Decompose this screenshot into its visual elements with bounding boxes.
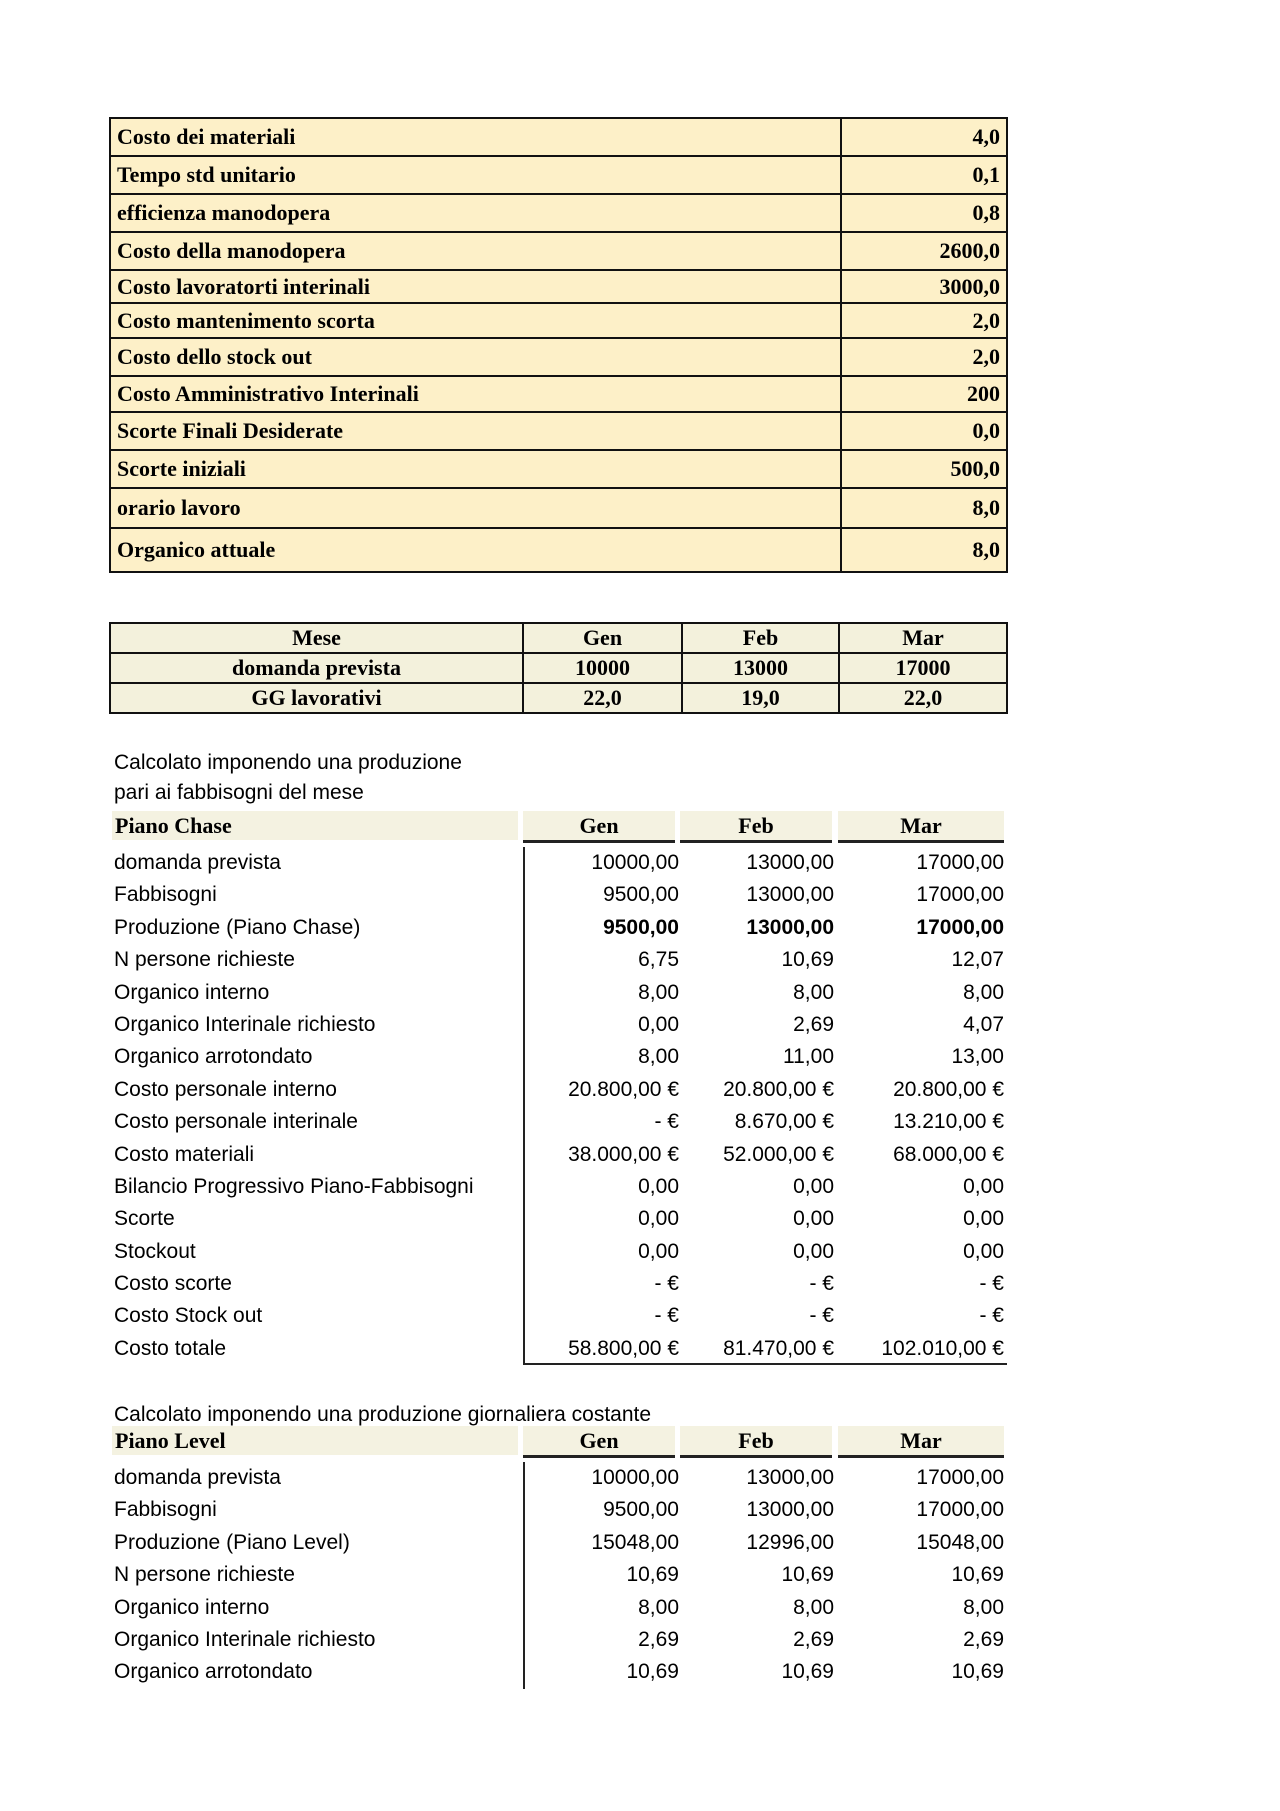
row-value: 10,69 [626, 1660, 679, 1684]
row-value: 15048,00 [591, 1530, 679, 1554]
param-label: Costo dello stock out [110, 338, 841, 376]
level-plan-table [112, 1426, 1007, 1689]
months-cell: 19,0 [682, 683, 839, 713]
row-value: 15048,00 [916, 1530, 1004, 1554]
row-value: 38.000,00 € [568, 1142, 679, 1166]
months-cell: 22,0 [523, 683, 682, 713]
row-value: 13000,00 [746, 915, 834, 939]
row-label: domanda prevista [114, 1466, 281, 1489]
months-row [110, 653, 1007, 683]
row-value: 17000,00 [916, 883, 1004, 907]
row-value: 9500,00 [603, 883, 679, 907]
row-label: N persone richieste [114, 948, 295, 972]
row-value: 20.800,00 € [723, 1077, 834, 1101]
row-value: 8,00 [963, 1595, 1004, 1619]
table-row [112, 912, 1007, 944]
table-row [112, 1333, 1007, 1365]
level-note-line: Calcolato imponendo una produzione giornaliera costante [114, 1403, 652, 1426]
row-value: 0,00 [963, 1174, 1004, 1198]
months-header-cell: Mar [839, 623, 1007, 653]
row-label: Stockout [114, 1239, 196, 1263]
row-value: 81.470,00 € [723, 1336, 834, 1360]
table-row [112, 1268, 1007, 1300]
param-value: 8,0 [841, 528, 1007, 572]
table-row [112, 1106, 1007, 1138]
param-label: efficienza manodopera [110, 194, 841, 232]
row-value: 0,00 [638, 1012, 679, 1036]
row-label: Organico Interinale richiesto [114, 1012, 376, 1036]
table-row [112, 1203, 1007, 1235]
param-row [110, 528, 1007, 572]
row-value: 0,00 [793, 1174, 834, 1198]
param-row [110, 270, 1007, 303]
table-row [112, 1236, 1007, 1268]
row-value: 8,00 [638, 1595, 679, 1619]
table-row [112, 1559, 1007, 1591]
chase-col-header: Feb [680, 811, 832, 843]
table-row [112, 879, 1007, 911]
months-cell: 22,0 [839, 683, 1007, 713]
row-value: - € [654, 1304, 679, 1328]
row-value: 17000,00 [916, 1466, 1004, 1489]
param-label: Costo Amministrativo Interinali [110, 376, 841, 412]
row-label: Produzione (Piano Level) [114, 1530, 350, 1554]
row-value: 17000,00 [916, 1498, 1004, 1522]
months-header-row [110, 623, 1007, 653]
row-value: - € [809, 1272, 834, 1296]
row-value: 2,69 [793, 1627, 834, 1651]
row-value: 0,00 [793, 1207, 834, 1231]
row-value: 0,00 [638, 1207, 679, 1231]
row-value: 68.000,00 € [893, 1142, 1004, 1166]
table-row [112, 1074, 1007, 1106]
table-row [112, 1624, 1007, 1656]
table-row [112, 1494, 1007, 1526]
row-value: 0,00 [963, 1239, 1004, 1263]
table-row [112, 1171, 1007, 1203]
months-cell: GG lavorativi [110, 683, 523, 713]
chase-col-header: Mar [838, 811, 1004, 843]
row-value: 13000,00 [746, 1498, 834, 1522]
param-row [110, 450, 1007, 488]
row-value: 4,07 [963, 1012, 1004, 1036]
level-col-header: Mar [838, 1426, 1004, 1458]
chase-plan-table [112, 811, 1007, 1365]
row-label: N persone richieste [114, 1563, 295, 1587]
param-row [110, 194, 1007, 232]
months-header-cell: Mese [110, 623, 523, 653]
row-value: 9500,00 [603, 915, 679, 939]
row-value: 10,69 [781, 1660, 834, 1684]
param-value: 8,0 [841, 488, 1007, 528]
row-value: 10,69 [951, 1660, 1004, 1684]
row-label: Organico arrotondato [114, 1045, 313, 1069]
row-value: 10000,00 [591, 851, 679, 874]
row-value: 0,00 [638, 1239, 679, 1263]
table-row [112, 1462, 1007, 1494]
row-label: Costo personale interinale [114, 1110, 358, 1134]
row-value: 0,00 [793, 1239, 834, 1263]
row-value: 10,69 [626, 1563, 679, 1587]
param-value: 3000,0 [841, 270, 1007, 303]
param-value: 0,0 [841, 412, 1007, 450]
row-label: Costo Stock out [114, 1304, 263, 1328]
row-value: 20.800,00 € [568, 1077, 679, 1101]
row-label: Produzione (Piano Chase) [114, 915, 361, 939]
param-row [110, 232, 1007, 270]
table-row [112, 1300, 1007, 1332]
row-value: - € [979, 1304, 1004, 1328]
table-row [112, 977, 1007, 1009]
row-value: 11,00 [783, 1045, 834, 1069]
chase-note-line: pari ai fabbisogni del mese [114, 781, 364, 804]
table-row [112, 1656, 1007, 1688]
param-value: 2600,0 [841, 232, 1007, 270]
param-label: Scorte Finali Desiderate [110, 412, 841, 450]
row-label: Costo scorte [114, 1272, 232, 1296]
table-row [112, 944, 1007, 976]
row-value: 12,07 [951, 948, 1004, 972]
row-label: Costo personale interno [114, 1077, 337, 1101]
row-value: 0,00 [963, 1207, 1004, 1231]
chase-header [112, 811, 1007, 843]
row-value: - € [654, 1110, 679, 1134]
row-value: 13.210,00 € [893, 1110, 1004, 1134]
months-cell: 10000 [523, 653, 682, 683]
param-row [110, 338, 1007, 376]
row-value: 20.800,00 € [893, 1077, 1004, 1101]
param-label: Costo della manodopera [110, 232, 841, 270]
chase-col-header: Gen [523, 811, 675, 843]
param-label: orario lavoro [110, 488, 841, 528]
param-row [110, 412, 1007, 450]
param-value: 500,0 [841, 450, 1007, 488]
param-row [110, 156, 1007, 194]
chase-title: Piano Chase [112, 811, 518, 840]
row-label: Organico interno [114, 1595, 270, 1619]
param-value: 2,0 [841, 303, 1007, 338]
row-label: Fabbisogni [114, 883, 217, 907]
param-value: 4,0 [841, 118, 1007, 156]
months-cell: 13000 [682, 653, 839, 683]
row-value: 13,00 [951, 1045, 1004, 1069]
row-label: Bilancio Progressivo Piano-Fabbisogni [114, 1174, 474, 1198]
row-value: 13000,00 [746, 883, 834, 907]
months-cell: 17000 [839, 653, 1007, 683]
row-label: Organico interno [114, 980, 270, 1004]
row-label: Costo materiali [114, 1142, 255, 1166]
param-value: 200 [841, 376, 1007, 412]
months-header-cell: Gen [523, 623, 682, 653]
param-value: 0,1 [841, 156, 1007, 194]
months-row [110, 683, 1007, 713]
table-row [112, 1592, 1007, 1624]
row-value: 12996,00 [746, 1530, 834, 1554]
row-value: 8,00 [638, 980, 679, 1004]
row-label: domanda prevista [114, 851, 281, 874]
row-value: 2,69 [793, 1012, 834, 1036]
param-label: Tempo std unitario [110, 156, 841, 194]
row-label: Fabbisogni [114, 1498, 217, 1522]
row-value: 52.000,00 € [723, 1142, 834, 1166]
row-value: 10,69 [781, 948, 834, 972]
row-label: Costo totale [114, 1336, 227, 1360]
months-table [109, 622, 1008, 714]
row-value: 8.670,00 € [734, 1110, 834, 1134]
row-value: 8,00 [638, 1045, 679, 1069]
row-value: - € [654, 1272, 679, 1296]
row-value: - € [979, 1272, 1004, 1296]
months-header-cell: Feb [682, 623, 839, 653]
param-value: 2,0 [841, 338, 1007, 376]
row-value: 102.010,00 € [881, 1336, 1004, 1360]
param-label: Scorte iniziali [110, 450, 841, 488]
param-label: Organico attuale [110, 528, 841, 572]
param-label: Costo dei materiali [110, 118, 841, 156]
param-label: Costo mantenimento scorta [110, 303, 841, 338]
level-header [112, 1426, 1007, 1458]
months-cell: domanda prevista [110, 653, 523, 683]
param-value: 0,8 [841, 194, 1007, 232]
row-value: 8,00 [793, 1595, 834, 1619]
row-value: 58.800,00 € [568, 1336, 679, 1360]
table-row [112, 1009, 1007, 1041]
row-value: 6,75 [638, 948, 679, 972]
param-row [110, 303, 1007, 338]
param-row [110, 488, 1007, 528]
table-row [112, 1139, 1007, 1171]
row-label: Scorte [114, 1207, 175, 1231]
table-row [112, 847, 1007, 879]
level-body [112, 1462, 1007, 1689]
row-value: 13000,00 [746, 851, 834, 874]
level-title: Piano Level [112, 1426, 518, 1455]
row-value: 10,69 [781, 1563, 834, 1587]
parameters-table [109, 117, 1008, 573]
row-value: - € [809, 1304, 834, 1328]
row-label: Organico Interinale richiesto [114, 1627, 376, 1651]
chase-note [114, 748, 462, 808]
param-label: Costo lavoratorti interinali [110, 270, 841, 303]
row-value: 13000,00 [746, 1466, 834, 1489]
row-value: 17000,00 [916, 915, 1004, 939]
level-col-header: Gen [523, 1426, 675, 1458]
row-value: 17000,00 [916, 851, 1004, 874]
table-row [112, 1527, 1007, 1559]
row-value: 10000,00 [591, 1466, 679, 1489]
level-col-header: Feb [680, 1426, 832, 1458]
param-row [110, 376, 1007, 412]
row-value: 0,00 [638, 1174, 679, 1198]
row-label: Organico arrotondato [114, 1660, 313, 1684]
row-value: 8,00 [963, 980, 1004, 1004]
row-value: 8,00 [793, 980, 834, 1004]
table-row [112, 1041, 1007, 1073]
row-value: 9500,00 [603, 1498, 679, 1522]
row-value: 2,69 [638, 1627, 679, 1651]
row-value: 2,69 [963, 1627, 1004, 1651]
row-value: 10,69 [951, 1563, 1004, 1587]
chase-note-line: Calcolato imponendo una produzione [114, 751, 462, 774]
chase-body [112, 847, 1007, 1365]
param-row [110, 118, 1007, 156]
